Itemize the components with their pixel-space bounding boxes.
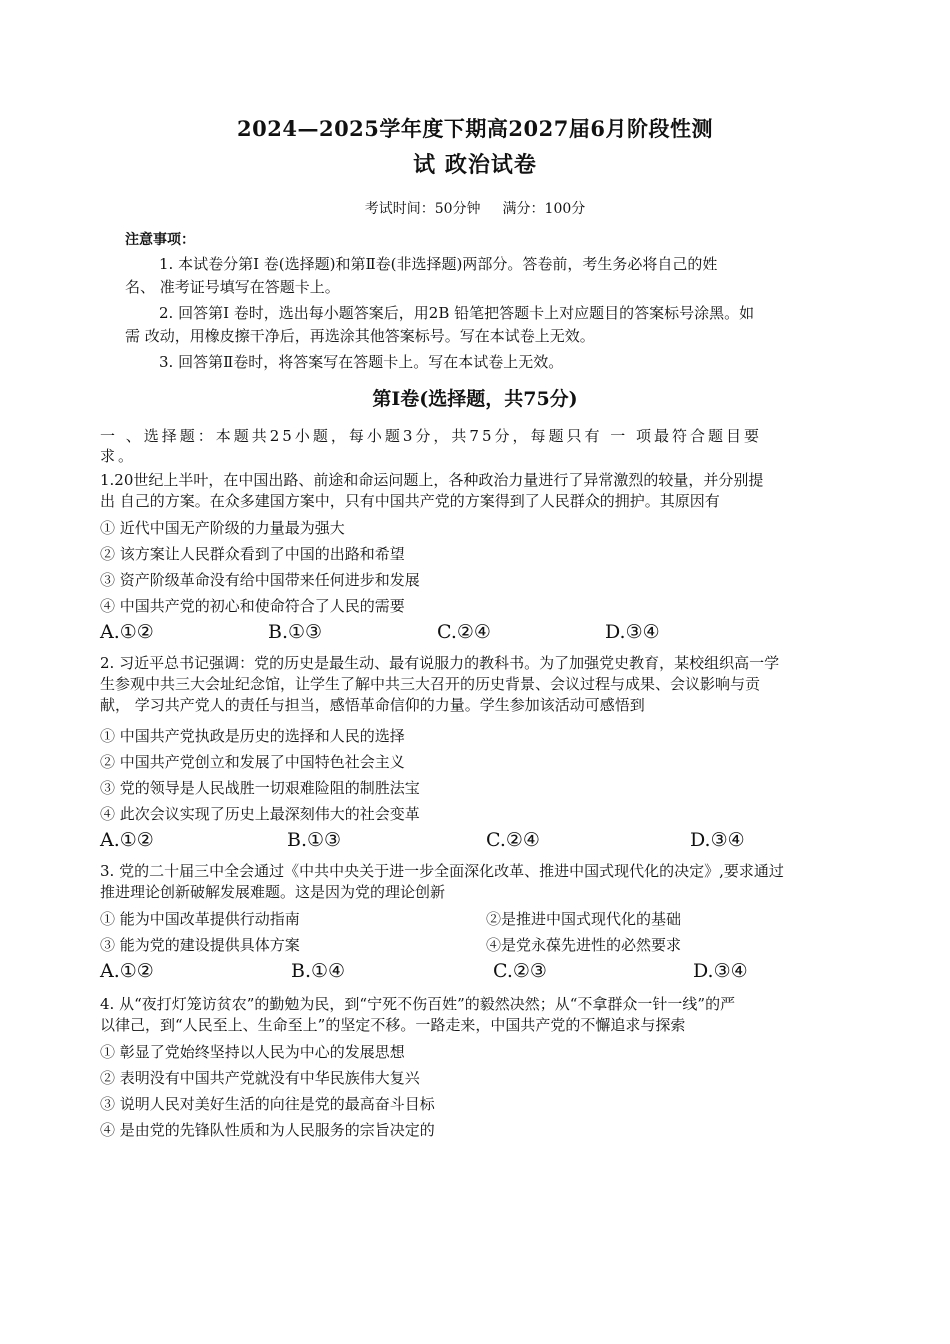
exam-meta [0, 198, 950, 218]
question-3-option-3: ③ 能为党的建设提供具体方案 [100, 936, 300, 954]
notice-item-2-line2: 需 改动，用橡皮擦干净后，再选涂其他答案标号。写在本试卷上无效。 [125, 327, 595, 345]
question-3-answer-d: D.③④ [693, 960, 748, 982]
question-2-answer-d: D.③④ [690, 829, 745, 851]
section-instruction [100, 426, 840, 466]
notice-item-1-line2: 名、 准考证号填写在答题卡上。 [125, 278, 340, 296]
question-4-stem [100, 994, 860, 1036]
question-2-answer-c: C.②④ [486, 829, 540, 851]
notice-item-3-line1: 3. 回答第Ⅱ卷时，将答案写在答题卡上。写在本试卷上无效。 [159, 353, 564, 371]
question-2-answer-b: B.①③ [287, 829, 342, 851]
question-3-answer-c: C.②③ [493, 960, 547, 982]
stem-line: 生参观中共三大会址纪念馆，让学生了解中共三大召开的历史背景、会议过程与成果、会议影响与贡 [100, 675, 761, 693]
question-4-option-4: ④ 是由党的先锋队性质和为人民服务的宗旨决定的 [100, 1121, 435, 1139]
question-2-stem [100, 653, 860, 716]
stem-line: 4. 从“夜打灯笼访贫农”的勤勉为民，到“宁死不伤百姓”的毅然决然；从“不拿群众一针一线”的严 [100, 995, 736, 1013]
question-4-option-2: ② 表明没有中国共产党就没有中华民族伟大复兴 [100, 1069, 420, 1087]
instruction-line2: 求。 [100, 447, 137, 465]
question-1-option-3: ③ 资产阶级革命没有给中国带来任何进步和发展 [100, 571, 420, 589]
question-1-option-4: ④ 中国共产党的初心和使命符合了人民的需要 [100, 597, 405, 615]
question-1-stem [100, 470, 860, 512]
question-3-option-1: ① 能为中国改革提供行动指南 [100, 910, 300, 928]
notice-item-3 [125, 351, 845, 374]
question-1-option-2: ② 该方案让人民群众看到了中国的出路和希望 [100, 545, 405, 563]
notice-title: 注意事项： [125, 232, 195, 248]
full-score: 满分：100分 [502, 201, 586, 217]
question-3-answer-a: A.①② [100, 960, 154, 982]
stem-line: 2. 习近平总书记强调：党的历史是最生动、最有说服力的教科书。为了加强党史教育，某校组织高一学 [100, 654, 780, 672]
question-1-answer-c: C.②④ [437, 621, 491, 643]
question-4-option-3: ③ 说明人民对美好生活的向往是党的最高奋斗目标 [100, 1095, 435, 1113]
question-4-option-1: ① 彰显了党始终坚持以人民为中心的发展思想 [100, 1043, 405, 1061]
exam-title-line1: 2024—2025学年度下期高2027届6月阶段性测 [237, 116, 713, 141]
notice-item-2 [125, 302, 845, 348]
question-3-option-2: ②是推进中国式现代化的基础 [486, 910, 682, 928]
question-3-answer-b: B.①④ [291, 960, 346, 982]
stem-line: 以律己，到“人民至上、生命至上”的坚定不移。一路走来，中国共产党的不懈追求与探索 [100, 1016, 686, 1034]
stem-line: 出 自己的方案。在众多建国方案中，只有中国共产党的方案得到了人民群众的拥护。其原因有 [100, 492, 720, 510]
question-2-option-3: ③ 党的领导是人民战胜一切艰难险阻的制胜法宝 [100, 779, 420, 797]
exam-title-line2: 试 政治试卷 [413, 152, 537, 178]
exam-time: 考试时间：50分钟 [364, 201, 481, 217]
question-1-answer-b: B.①③ [268, 621, 323, 643]
stem-line: 1.20世纪上半叶，在中国出路、前途和命运问题上，各种政治力量进行了异常激烈的较量，并分别提 [100, 471, 764, 489]
notice-item-1-line1: 1. 本试卷分第Ⅰ 卷(选择题)和第Ⅱ卷(非选择题)两部分。答卷前，考生务必将自己的姓 [159, 255, 718, 273]
section-title: 第Ⅰ卷(选择题，共75分) [372, 388, 578, 410]
stem-line: 献， 学习共产党人的责任与担当，感悟革命信仰的力量。学生参加该活动可感悟到 [100, 696, 645, 714]
question-3-option-4: ④是党永葆先进性的必然要求 [486, 936, 682, 954]
notice-item-1 [125, 253, 845, 299]
question-3-stem [100, 861, 860, 903]
question-1-answer-d: D.③④ [605, 621, 660, 643]
question-2-answer-a: A.①② [100, 829, 154, 851]
question-1-answer-a: A.①② [100, 621, 154, 643]
question-2-option-2: ② 中国共产党创立和发展了中国特色社会主义 [100, 753, 405, 771]
stem-line: 推进理论创新破解发展难题。这是因为党的理论创新 [100, 883, 446, 901]
question-2-option-1: ① 中国共产党执政是历史的选择和人民的选择 [100, 727, 405, 745]
notice-item-2-line1: 2. 回答第Ⅰ 卷时，选出每小题答案后，用2B 铅笔把答题卡上对应题目的答案标号涂黑。如 [159, 304, 755, 322]
stem-line: 3. 党的二十届三中全会通过《中共中央关于进一步全面深化改革、推进中国式现代化的决定》,要求通过 [100, 862, 784, 880]
question-2-option-4: ④ 此次会议实现了历史上最深刻伟大的社会变革 [100, 805, 420, 823]
instruction-line1: 一 、选择题：本题共25小题，每小题3分，共75分，每题只有 一 项最符合题目要 [100, 427, 763, 445]
question-1-option-1: ① 近代中国无产阶级的力量最为强大 [100, 519, 345, 537]
